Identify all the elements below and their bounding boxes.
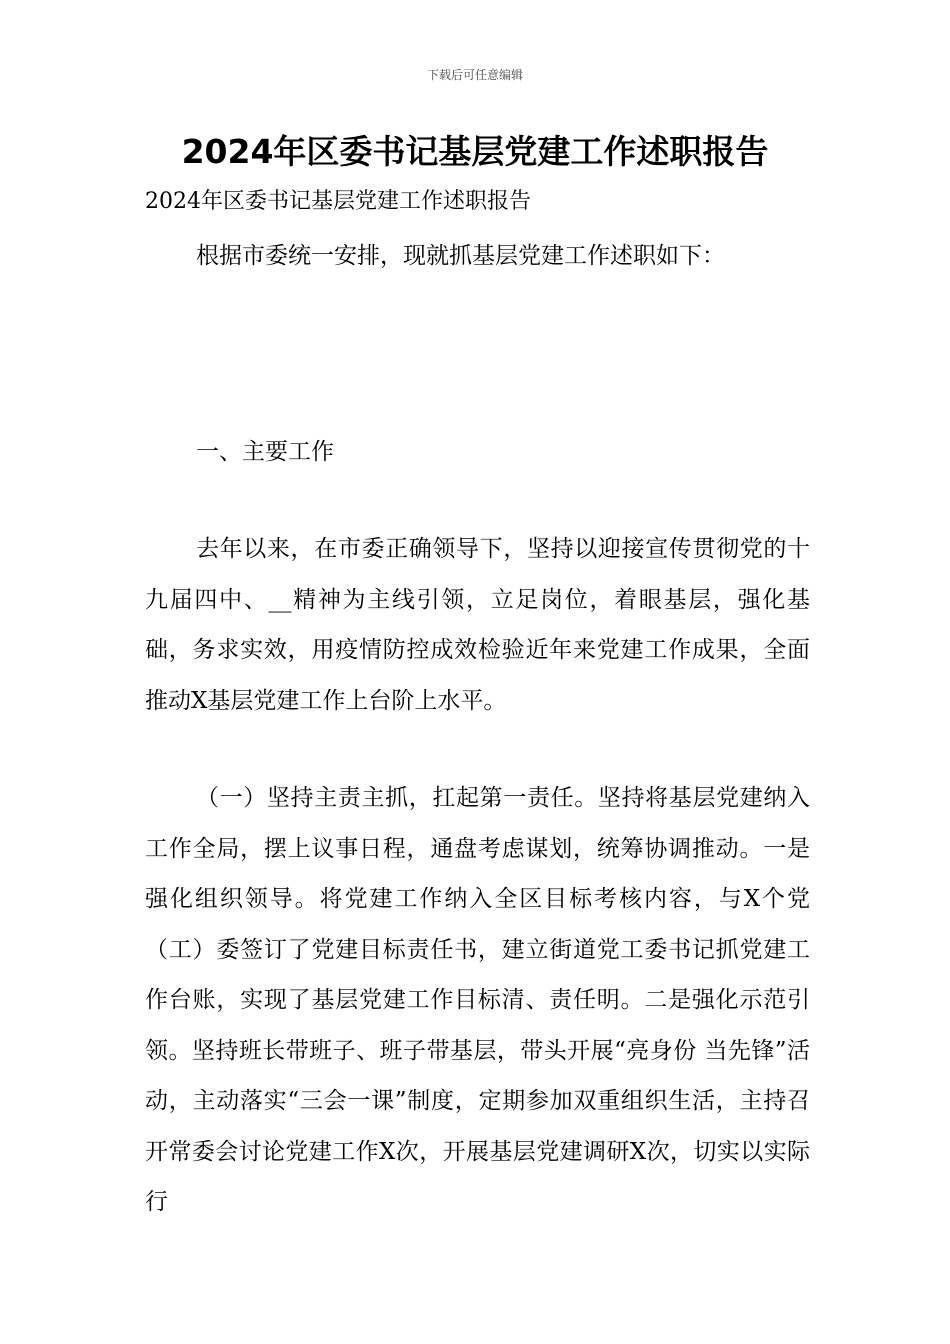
body-paragraph: 去年以来，在市委正确领导下，坚持以迎接宣传贯彻党的十九届四中、__精神为主线引领，立足岗位，着眼基层，强化基础，务求实效，用疫情防控成效检验近年来党建工作成果，全面推动X基层党建工作上台阶上水平。 xyxy=(145,536,810,714)
section-heading: 一、主要工作 xyxy=(196,439,334,465)
intro-paragraph: 根据市委统一安排，现就抓基层党建工作述职如下： xyxy=(196,243,725,269)
document-title: 2024年区委书记基层党建工作述职报告 xyxy=(181,132,769,171)
header-note: 下载后可任意编辑 xyxy=(426,68,523,82)
body-paragraph: （一）坚持主责主抓，扛起第一责任。坚持将基层党建纳入工作全局，摆上议事日程，通盘考虑谋划，统筹协调推动。一是强化组织领导。将党建工作纳入全区目标考核内容，与X个党（工）委签订了党建目标责任书，建立街道党工委书记抓党建工作台账，实现了基层党建工作目标清、责任明。二是强化示范引领。坚持班长带班子、班子带基层，带头开展“亮身份 当先锋”活动，主动落实“三会一课”制度，定期参加双重组织生活，主持召开常委会讨论党建工作X次，开展基层党建调研X次，切实以实际行 xyxy=(145,785,810,1215)
document-subtitle: 2024年区委书记基层党建工作述职报告 xyxy=(145,189,531,214)
